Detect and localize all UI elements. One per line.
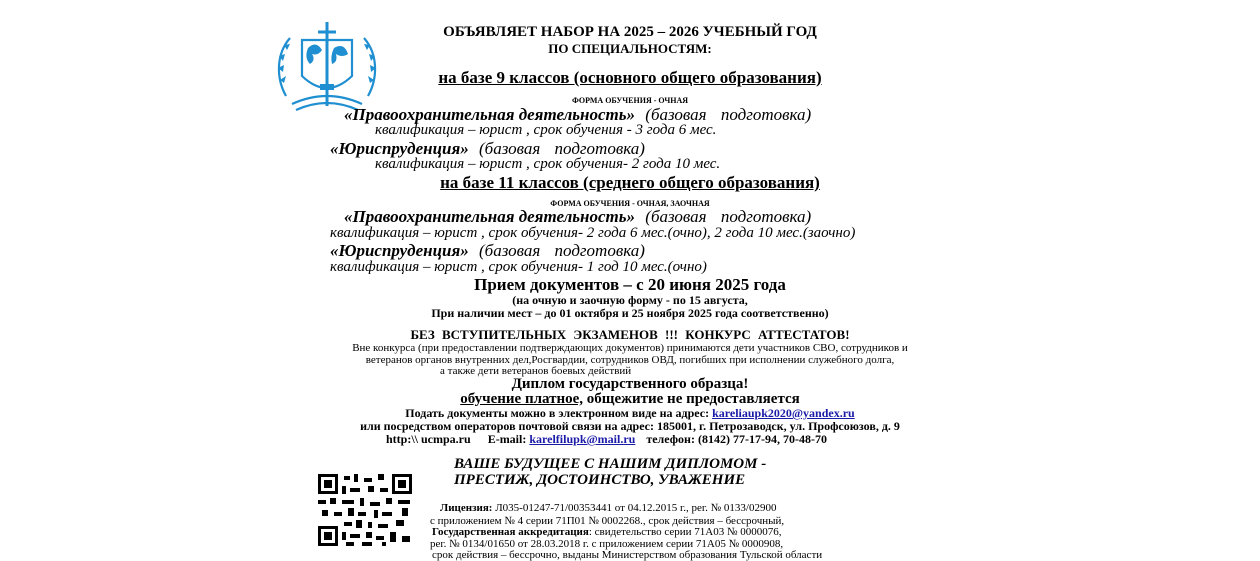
qr-code-icon <box>318 474 412 546</box>
admission-line1: (на очную и заочную форму - по 15 августа, <box>512 293 748 307</box>
spec2-level: (базовая подготовка) <box>479 241 645 260</box>
email-submit-text: Подать документы можно в электронном виде на адрес: <box>405 406 713 420</box>
phone-text: телефон: (8142) 77-17-94, 70-48-70 <box>646 432 827 446</box>
email-link-kareliaupk[interactable]: kareliaupk2020@yandex.ru <box>712 406 855 420</box>
admission-line2: При наличии мест – до 01 октября и 25 ноября 2025 года соответственно) <box>431 306 829 320</box>
spec1-level: (базовая подготовка) <box>645 105 812 124</box>
exams-title: БЕЗ ВСТУПИТЕЛЬНЫХ ЭКЗАМЕНОВ !!! КОНКУРС АТТЕСТАТОВ! <box>410 327 850 342</box>
license-line4: рег. № 0134/01650 от 28.03.2018 г. с приложением серии 71А05 № 0000908, <box>430 538 784 550</box>
announcement-title: ОБЪЯВЛЯЕТ НАБОР НА 2025 – 2026 УЧЕБНЫЙ ГОД <box>443 24 817 40</box>
section-9-form: ФОРМА ОБУЧЕНИЯ - ОЧНАЯ <box>571 96 689 105</box>
paid-underlined: обучение платное, <box>460 391 584 407</box>
slogan-line1: ВАШЕ БУДУЩЕЕ С НАШИМ ДИПЛОМОМ - <box>454 456 767 472</box>
paid-rest: общежитие не предоставляется <box>583 391 800 407</box>
section-11-spec2 <box>330 241 645 261</box>
accreditation-text: : свидетельство серии 71А03 № 0000076, <box>588 526 782 538</box>
section-9-heading: на базе 9 классов (основного общего образования) <box>438 68 822 87</box>
section-11-heading: на базе 11 классов (среднего общего образования) <box>440 173 820 192</box>
license-line5: срок действия – бессрочно, выданы Министерством образования Тульской области <box>432 549 823 561</box>
accreditation-line <box>432 526 781 538</box>
email-link-karelfilupk[interactable]: karelfilupk@mail.ru <box>529 432 636 446</box>
license-text1: Л035-01247-71/00353441 от 04.12.2015 г., рег. № 0133/02900 <box>492 502 777 514</box>
license-label: Лицензия: <box>440 502 493 514</box>
section-11-spec1-qualification: квалификация – юрист , срок обучения- 2 года 6 мес.(очно), 2 года 10 мес.(заочно) <box>330 225 856 241</box>
license-line2: с приложением № 4 серии 71П01 № 0002268., срок действия – бессрочный, <box>430 515 785 527</box>
license-line1 <box>440 502 776 514</box>
postal-address-line: или посредством операторов почтовой связи на адрес: 185001, г. Петрозаводск, ул. Профсоюзов, д. 9 <box>360 419 900 433</box>
exams-line1: Вне конкурса (при предоставлении подтверждающих документов) принимаются дети участников СВО, сотрудников и <box>352 342 908 354</box>
email-label: E-mail: <box>487 432 530 446</box>
admission-title: Прием документов – с 20 июня 2025 года <box>474 275 786 294</box>
spec1-name: «Правоохранительная деятельность» <box>344 207 636 226</box>
section-11-spec1 <box>344 207 811 227</box>
spec2-level: (базовая подготовка) <box>479 139 645 158</box>
contact-line <box>386 432 827 447</box>
exams-line3: а также дети ветеранов боевых действий <box>440 365 632 377</box>
announcement-subtitle: ПО СПЕЦИАЛЬНОСТЯМ: <box>548 41 712 56</box>
section-11-form: ФОРМА ОБУЧЕНИЯ - ОЧНАЯ, ЗАОЧНАЯ <box>550 199 710 208</box>
section-9-spec2-qualification: квалификация – юрист , срок обучения- 2 года 10 мес. <box>375 156 721 172</box>
spec1-name: «Правоохранительная деятельность» <box>344 105 636 124</box>
spec2-name: «Юриспруденция» <box>330 241 469 260</box>
diploma-text: Диплом государственного образца! <box>511 376 749 392</box>
accreditation-label: Государственная аккредитация <box>432 526 589 538</box>
exams-line2: ветеранов органов внутренних дел,Росгвардии, сотрудников ОВД, погибших при исполнении служебного долга, <box>365 354 895 366</box>
slogan-line2: ПРЕСТИЖ, ДОСТОИНСТВО, УВАЖЕНИЕ <box>454 472 746 488</box>
spec1-level: (базовая подготовка) <box>645 207 812 226</box>
spec2-name: «Юриспруденция» <box>330 139 469 158</box>
section-11-spec2-qualification: квалификация – юрист , срок обучения- 1 год 10 мес.(очно) <box>330 259 707 275</box>
section-9-spec1-qualification: квалификация – юрист , срок обучения - 3 года 6 мес. <box>375 122 717 138</box>
website-link[interactable]: http:\\ ucmpa.ru <box>386 432 471 446</box>
